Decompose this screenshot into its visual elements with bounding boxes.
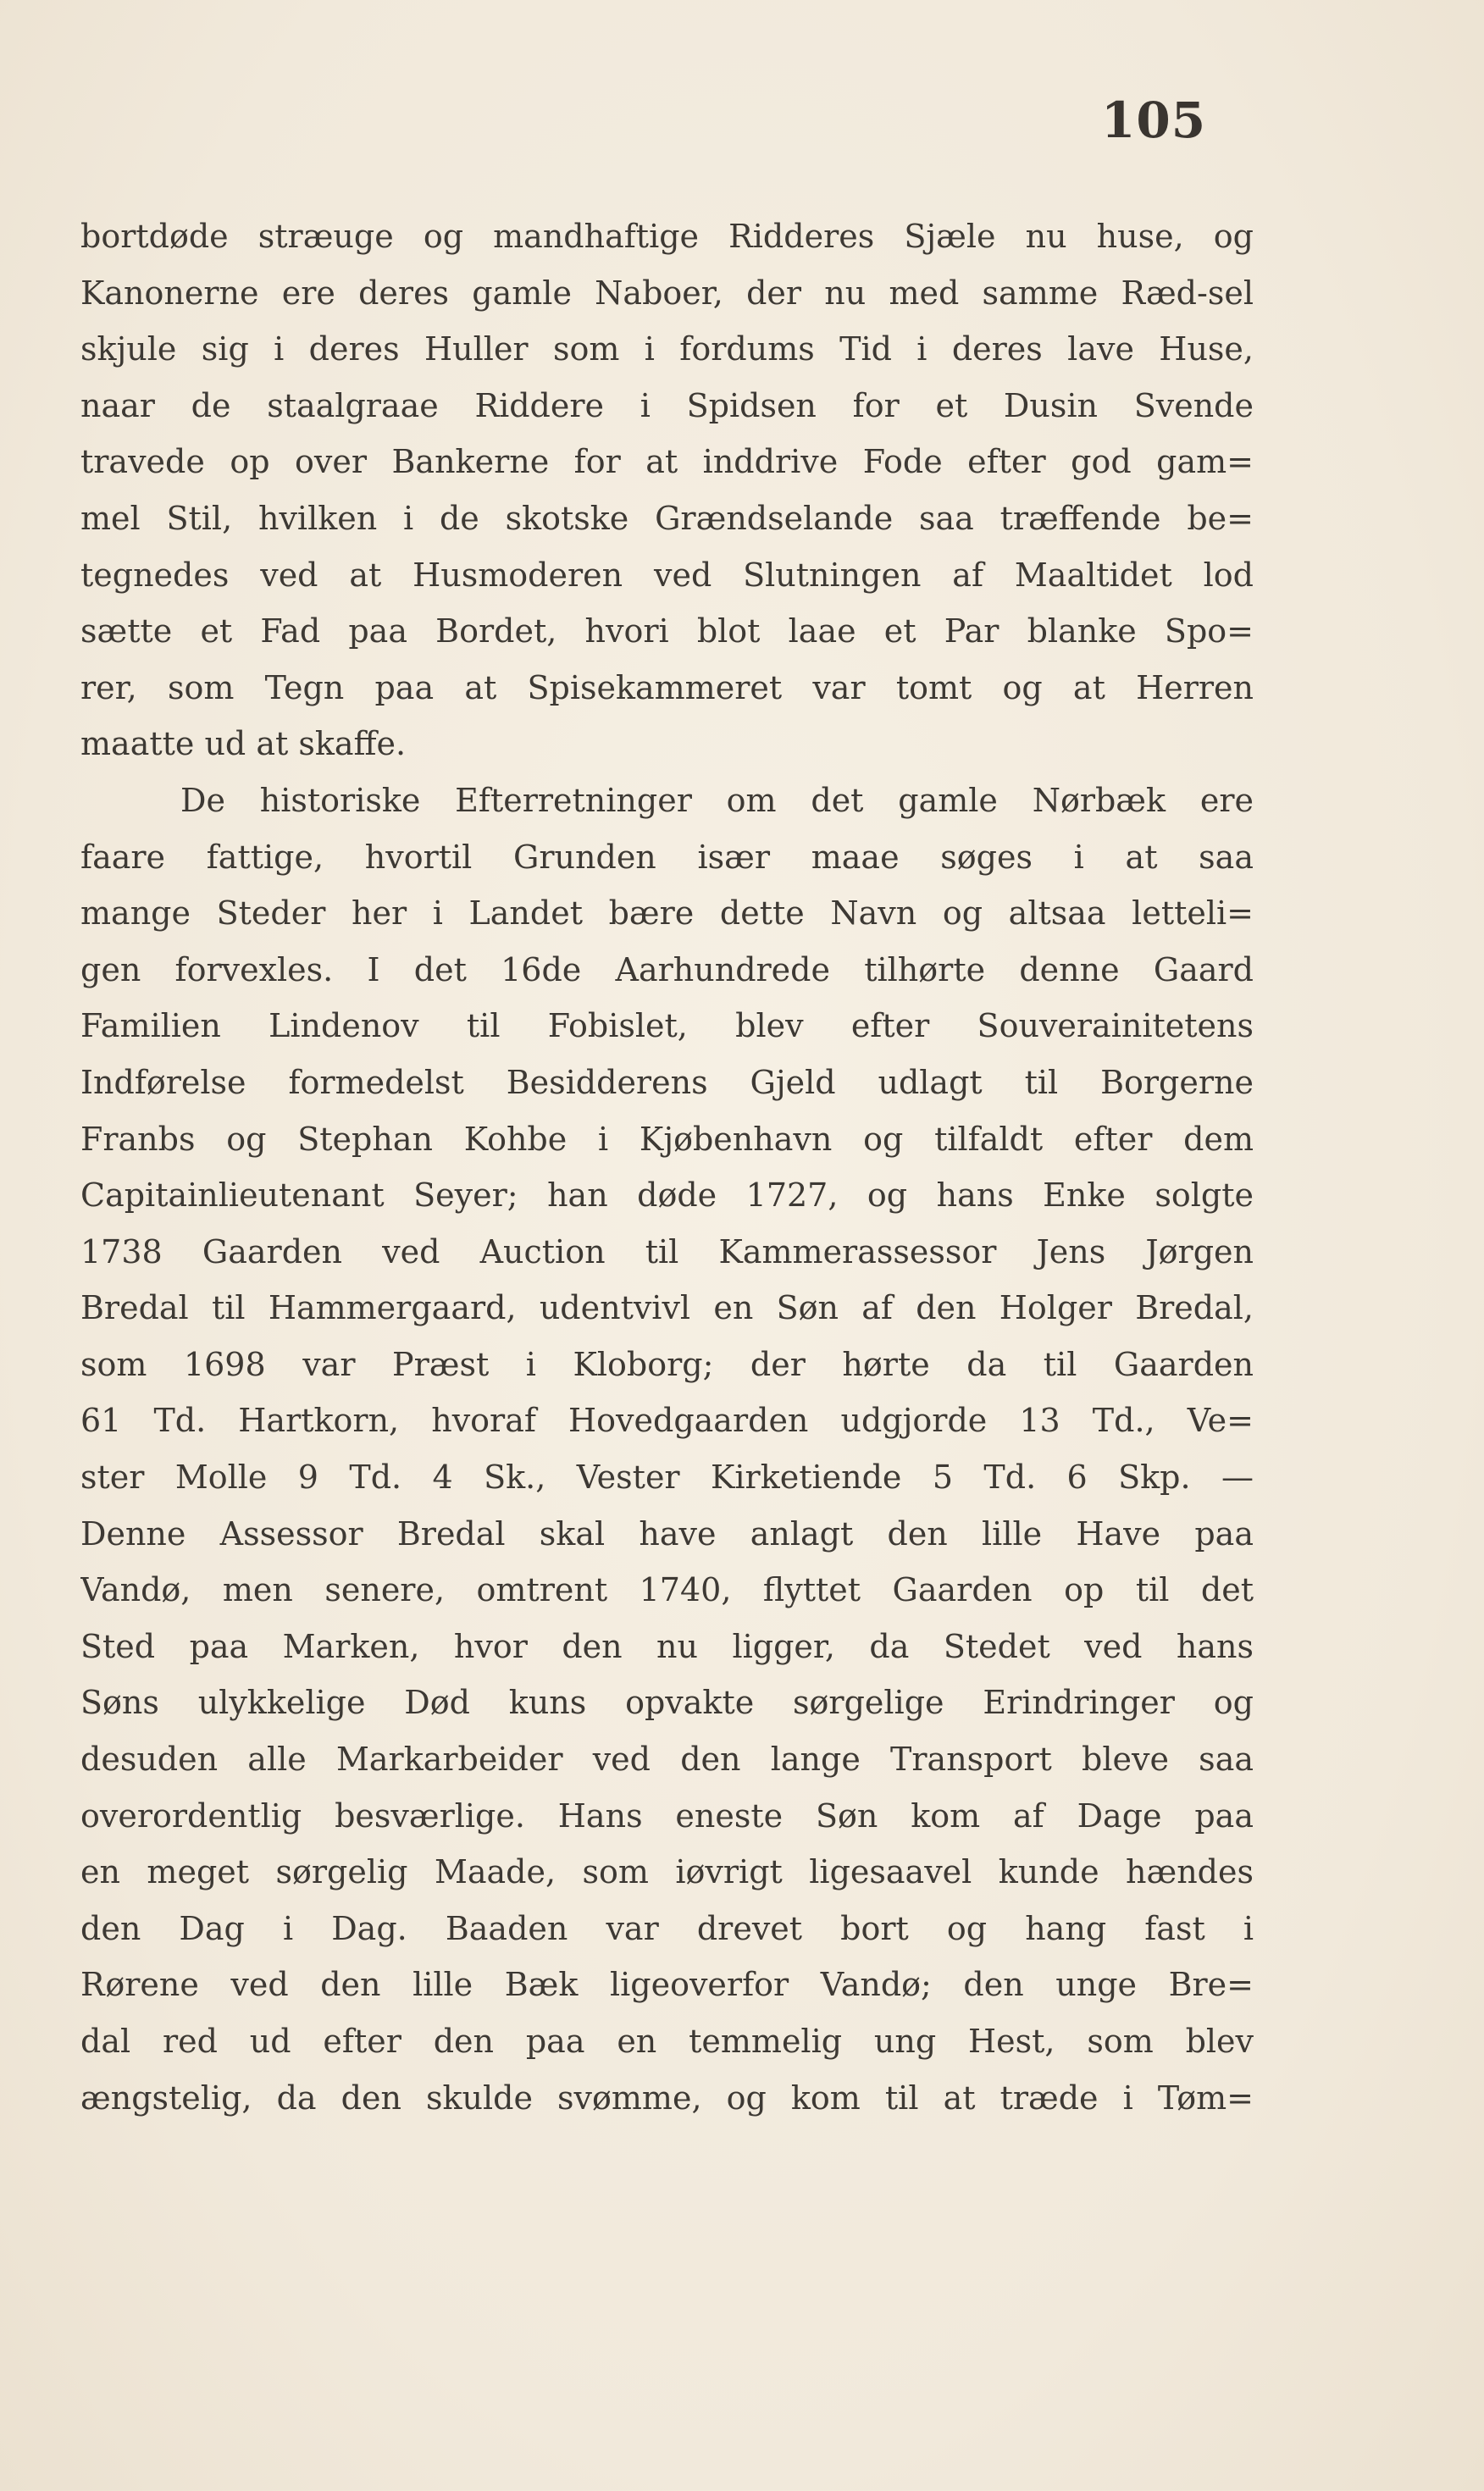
text-line: skjule sig i deres Huller som i fordums Tid i deres lave Huse, — [80, 330, 1254, 368]
text-line: Capitainlieutenant Seyer; han døde 1727, og hans Enke solgte — [80, 1176, 1254, 1215]
text-line: Sted paa Marken, hvor den nu ligger, da Stedet ved hans — [80, 1627, 1254, 1665]
text-line: Familien Lindenov til Fobislet, blev efter Souverainitetens — [80, 1007, 1254, 1045]
page-number: 105 — [1101, 91, 1207, 149]
text-line: Kanonerne ere deres gamle Naboer, der nu med samme Ræd-sel — [80, 274, 1254, 312]
text-line: tegnedes ved at Husmoderen ved Slutningen af Maaltidet lod — [80, 556, 1254, 594]
text-line: bortdøde stræuge og mandhaftige Ridderes Sjæle nu huse, og — [80, 218, 1254, 255]
text-line: Franbs og Stephan Kohbe i Kjøbenhavn og tilfaldt efter dem — [80, 1120, 1254, 1158]
text-line: De historiske Efterretninger om det gamle Nørbæk ere — [180, 781, 1254, 819]
text-line: naar de staalgraae Riddere i Spidsen for et Dusin Svende — [80, 386, 1254, 424]
text-line: desuden alle Markarbeider ved den lange Transport bleve saa — [80, 1741, 1254, 1779]
body-text — [80, 208, 1254, 2126]
text-line: mange Steder her i Landet bære dette Navn og altsaa letteli= — [80, 894, 1254, 933]
text-line: Søns ulykkelige Død kuns opvakte sørgelige Erindringer og — [80, 1684, 1254, 1722]
text-line: sætte et Fad paa Bordet, hvori blot laae et Par blanke Spo= — [80, 612, 1254, 650]
text-line: Rørene ved den lille Bæk ligeoverfor Vandø; den unge Bre= — [80, 1966, 1254, 2004]
text-line: mel Stil, hvilken i de skotske Grændselande saa træffende be= — [80, 499, 1254, 537]
text-line: maatte ud at skaffe. — [80, 725, 407, 763]
text-line: gen forvexles. I det 16de Aarhundrede tilhørte denne Gaard — [80, 950, 1254, 988]
text-line: som 1698 var Præst i Kloborg; der hørte da til Gaarden — [80, 1345, 1254, 1383]
text-line: ængstelig, da den skulde svømme, og kom til at træde i Tøm= — [80, 2079, 1254, 2117]
text-line: faare fattige, hvortil Grunden især maae søges i at saa — [80, 838, 1254, 876]
text-line: Indførelse formedelst Besidderens Gjeld udlagt til Borgerne — [80, 1063, 1254, 1101]
text-line: rer, som Tegn paa at Spisekammeret var tomt og at Herren — [80, 668, 1254, 706]
text-line: ster Molle 9 Td. 4 Sk., Vester Kirketiende 5 Td. 6 Skp. — — [80, 1459, 1254, 1497]
text-line: den Dag i Dag. Baaden var drevet bort og hang fast i — [80, 1909, 1254, 1947]
text-line: 61 Td. Hartkorn, hvoraf Hovedgaarden udgjorde 13 Td., Ve= — [80, 1402, 1254, 1440]
text-line: 1738 Gaarden ved Auction til Kammerassessor Jens Jørgen — [80, 1232, 1254, 1270]
text-line: Denne Assessor Bredal skal have anlagt den lille Have paa — [80, 1514, 1254, 1553]
text-line: dal red ud efter den paa en temmelig ung Hest, som blev — [80, 2023, 1254, 2060]
text-line: overordentlig besværlige. Hans eneste Søn kom af Dage paa — [80, 1796, 1254, 1835]
text-line: Vandø, men senere, omtrent 1740, flyttet Gaarden op til det — [80, 1571, 1254, 1609]
text-line: en meget sørgelig Maade, som iøvrigt ligesaavel kunde hændes — [80, 1853, 1254, 1891]
text-line: travede op over Bankerne for at inddrive Fode efter god gam= — [80, 443, 1254, 481]
text-line: Bredal til Hammergaard, udentvivl en Søn af den Holger Bredal, — [80, 1289, 1254, 1327]
